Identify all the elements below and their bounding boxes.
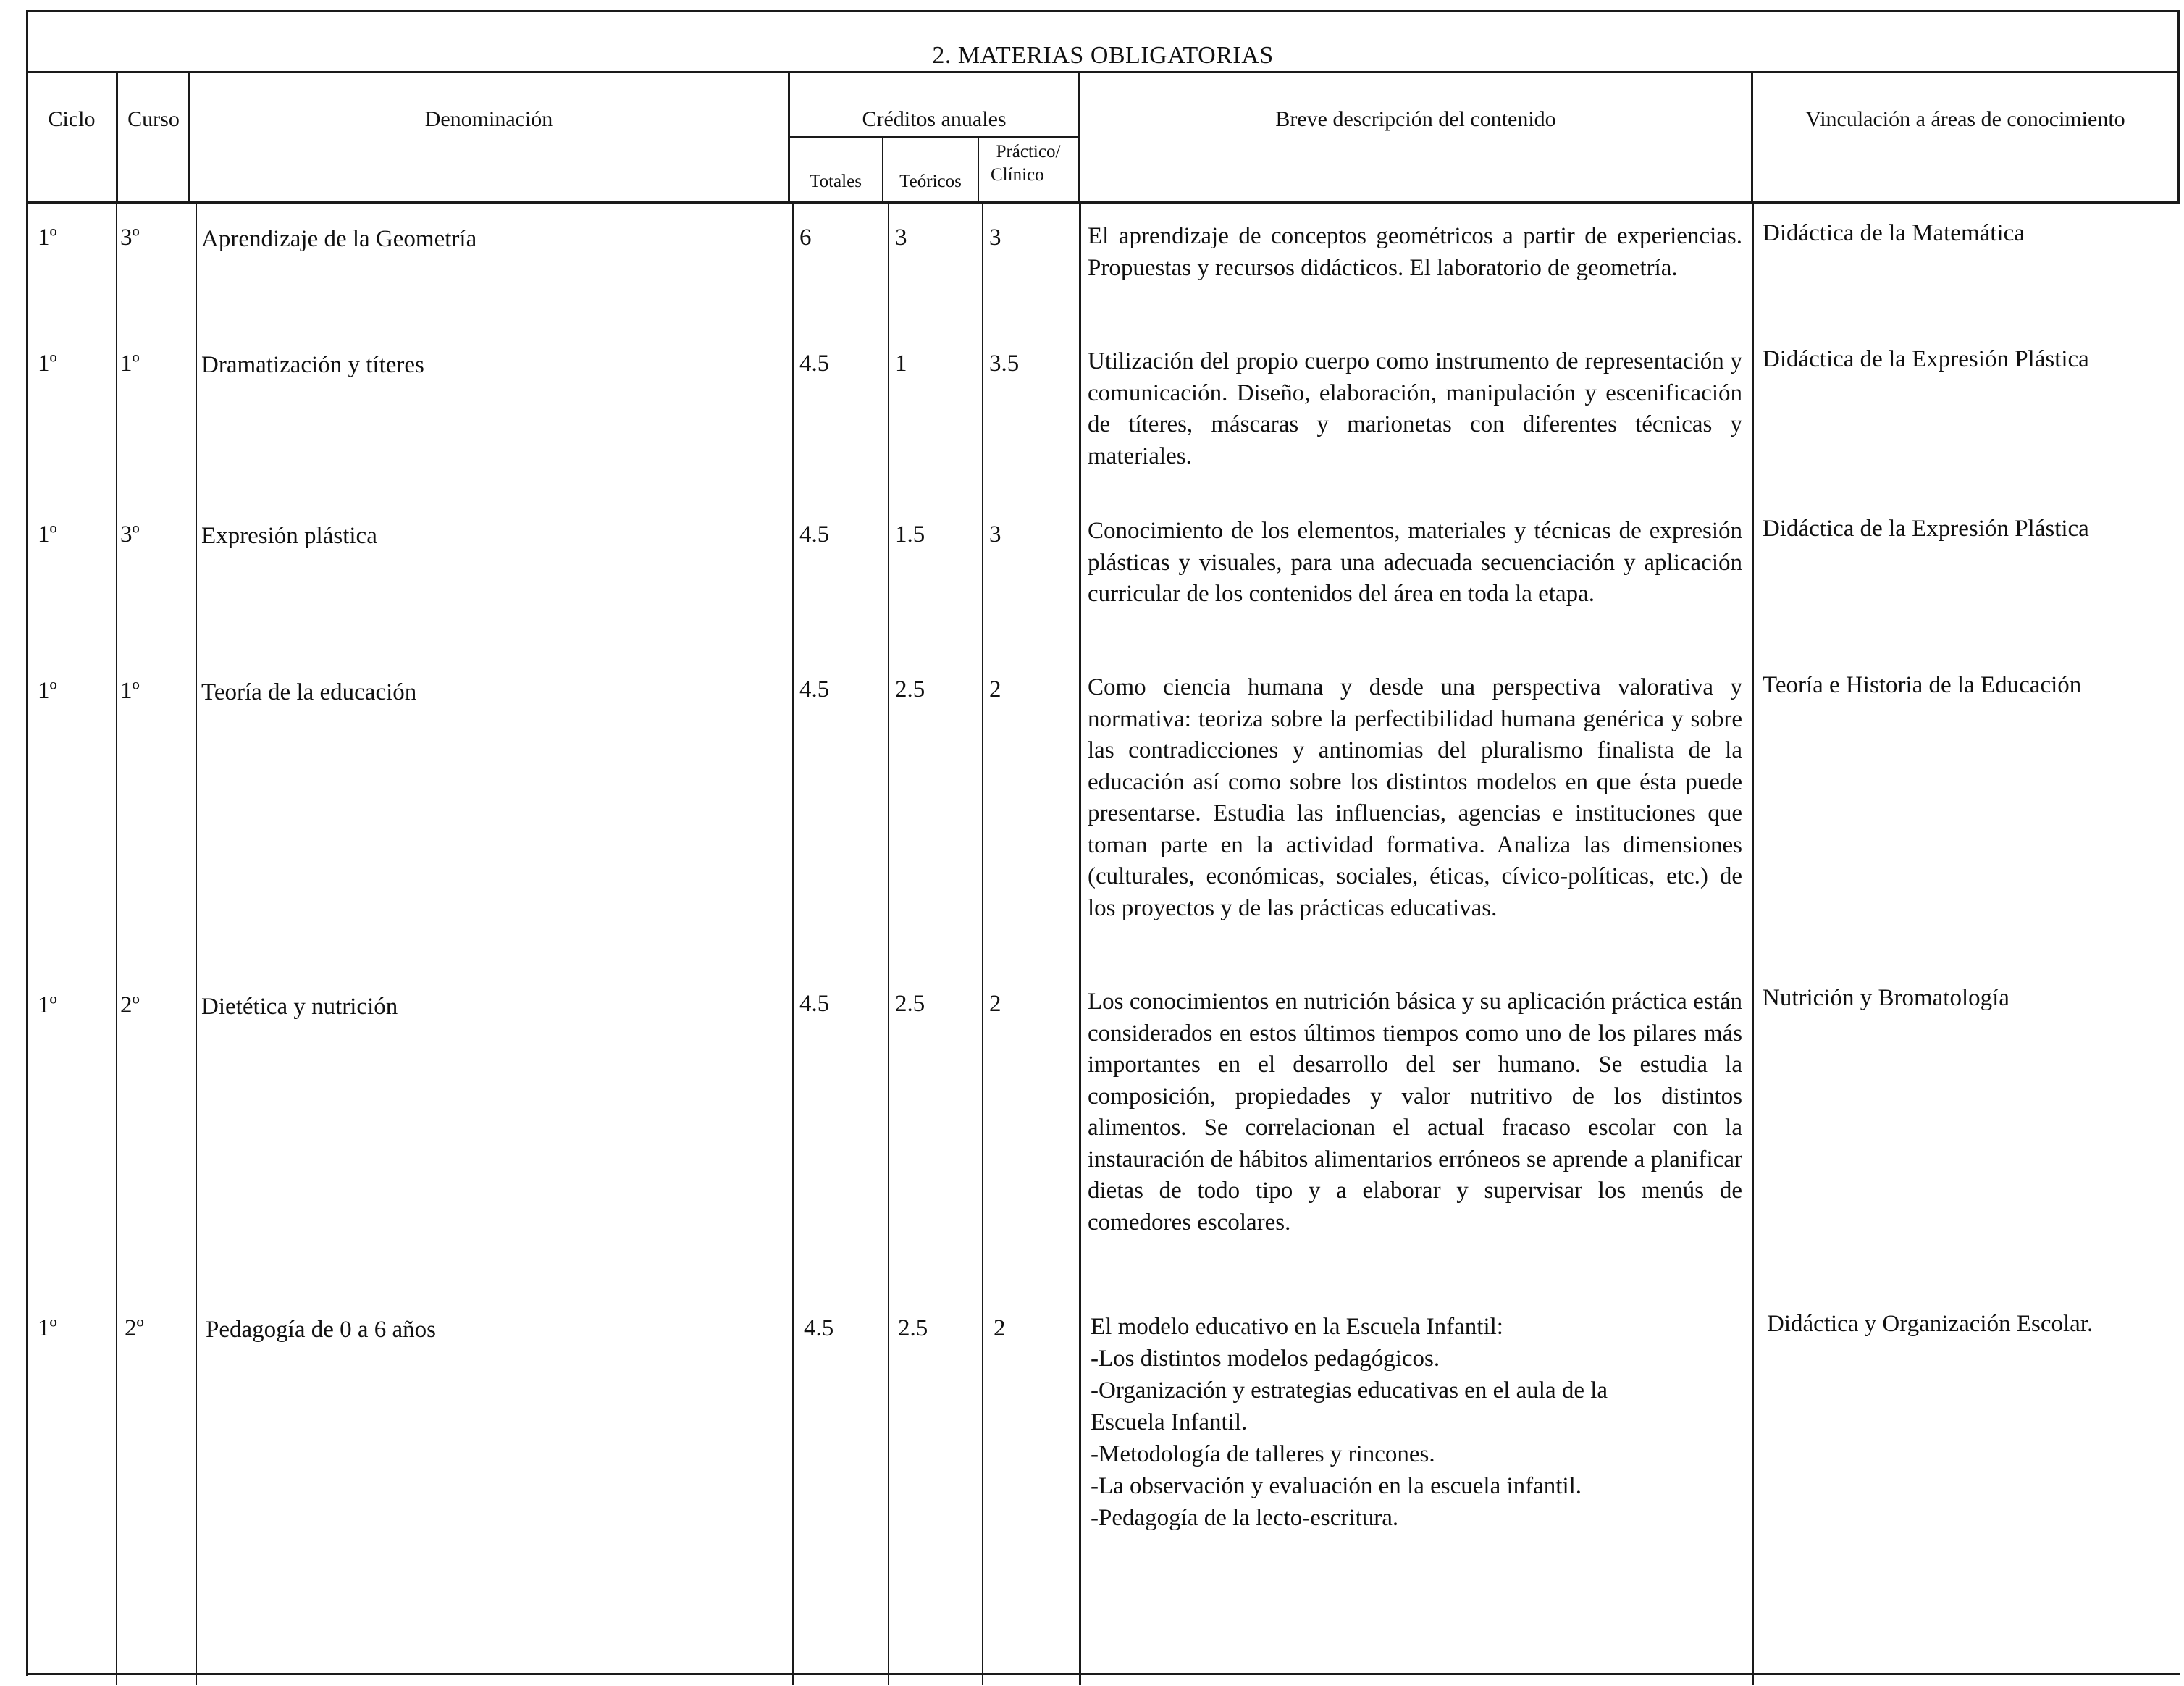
row3-descripcion: Conocimiento de los elementos, materiales y técnicas de expresión plásticas y visuales, para una adecuada secuenciación y aplicación curricular de los contenidos del área en toda la etapa. <box>1088 518 1742 607</box>
header-descripcion: Breve descripción del contenido <box>1275 107 1556 131</box>
row6-descripcion-line: -Metodología de talleres y rincones. <box>1091 1441 1435 1467</box>
row6-descripcion-line: -Organización y estrategias educativas en el aula de la <box>1091 1377 1608 1404</box>
header-ciclo: Ciclo <box>48 107 96 131</box>
row6-descripcion <box>1091 1311 1745 1534</box>
row2-denominacion: Dramatización y títeres <box>201 352 424 378</box>
row6-teoricos: 2.5 <box>898 1315 928 1341</box>
row6-practico: 2 <box>994 1315 1006 1341</box>
left-border <box>26 10 28 1676</box>
row1-descripcion: El aprendizaje de conceptos geométricos a partir de experiencias. Propuestas y recursos didácticos. El laboratorio de geometría. <box>1088 223 1742 281</box>
body-col-rule-curso <box>116 204 117 1685</box>
row5-totales: 4.5 <box>799 991 830 1017</box>
body-col-rule-totales <box>792 204 794 1685</box>
row4-curso: 1º <box>120 678 140 704</box>
row2-vinculacion: Didáctica de la Expresión Plástica <box>1763 346 2089 372</box>
row5-practico: 2 <box>989 991 1001 1017</box>
header-curso: Curso <box>127 107 180 131</box>
header-bottom-rule <box>26 201 2180 204</box>
header-col-rule-teoricos <box>882 136 883 204</box>
header-practico-line2: Clínico <box>991 165 1044 185</box>
row2-ciclo: 1º <box>38 351 57 377</box>
body-col-rule-practico <box>982 204 983 1685</box>
row4-totales: 4.5 <box>799 676 830 702</box>
row1-ciclo: 1º <box>38 225 57 251</box>
row5-descripcion: Los conocimientos en nutrición básica y su aplicación práctica están considerados en estos últimos tiempos como uno de los pilares más importantes en el desarrollo del ser humano. Se estudia la composición, propiedades y valor nutritivo de los distintos alimentos. Se correlacionan el actual fracaso escolar con la instauración de hábitos alimentarios erróneos se aprende a planificar dietas de todo tipo y a elaborar y supervisar los menús de comedores escolares. <box>1088 989 1742 1236</box>
body-col-rule-vinculacion <box>1752 204 1754 1685</box>
header-col-rule-vinculacion <box>1751 71 1753 204</box>
row3-curso: 3º <box>120 521 140 548</box>
row3-teoricos: 1.5 <box>895 521 925 548</box>
row5-teoricos: 2.5 <box>895 991 925 1017</box>
row6-vinculacion: Didáctica y Organización Escolar. <box>1767 1311 2093 1337</box>
header-denominacion: Denominación <box>424 107 553 131</box>
row4-ciclo: 1º <box>38 678 57 704</box>
header-totales: Totales <box>810 172 862 191</box>
row6-descripcion-line: -Pedagogía de la lecto-escritura. <box>1091 1505 1399 1531</box>
row5-vinculacion: Nutrición y Bromatología <box>1763 985 2009 1011</box>
row3-denominacion: Expresión plástica <box>201 523 377 549</box>
row4-teoricos: 2.5 <box>895 676 925 702</box>
row2-practico: 3.5 <box>989 351 1020 377</box>
row1-teoricos: 3 <box>895 225 907 251</box>
credits-subheader-rule <box>788 136 1078 138</box>
row2-descripcion: Utilización del propio cuerpo como instrumento de representación y comunicación. Diseño, elaboración, manipulación y escenificación de títeres, máscaras y marionetas con diferentes técnicas y materiales. <box>1088 348 1742 469</box>
header-col-rule-descripcion <box>1078 71 1080 204</box>
header-creditos-anuales: Créditos anuales <box>862 107 1007 131</box>
row1-practico: 3 <box>989 225 1001 251</box>
row2-totales: 4.5 <box>799 351 830 377</box>
row6-denominacion: Pedagogía de 0 a 6 años <box>206 1317 436 1343</box>
row4-denominacion: Teoría de la educación <box>201 679 417 705</box>
row6-descripcion-line: El modelo educativo en la Escuela Infantil: <box>1091 1314 1503 1340</box>
header-col-rule-curso <box>116 71 118 204</box>
row5-ciclo: 1º <box>38 992 57 1018</box>
header-col-rule-denominacion <box>188 71 190 204</box>
row1-vinculacion: Didáctica de la Matemática <box>1763 220 2025 246</box>
row4-vinculacion: Teoría e Historia de la Educación <box>1763 672 2082 698</box>
row6-descripcion-line: -Los distintos modelos pedagógicos. <box>1091 1346 1440 1372</box>
row6-curso: 2º <box>125 1315 144 1341</box>
row1-totales: 6 <box>799 225 812 251</box>
header-vinculacion: Vinculación a áreas de conocimiento <box>1805 107 2125 131</box>
table-bottom-rule <box>26 1673 2180 1675</box>
row6-ciclo: 1º <box>38 1315 57 1341</box>
table-top-border <box>26 10 2180 12</box>
header-teoricos: Teóricos <box>899 172 962 191</box>
title-bottom-rule <box>26 71 2180 73</box>
row3-totales: 4.5 <box>799 521 830 548</box>
row3-practico: 3 <box>989 521 1001 548</box>
row6-descripcion-line: -La observación y evaluación en la escuela infantil. <box>1091 1473 1582 1499</box>
row4-practico: 2 <box>989 676 1001 702</box>
row4-descripcion: Como ciencia humana y desde una perspectiva valorativa y normativa: teoriza sobre la perfectibilidad humana genérica y sobre las contradicciones y antinomias del pluralismo finalista de la educación así como sobre los distintos modelos en que ésta puede presentarse. Estudia las influencias, agencias e instituciones que toman parte en la actividad formativa. Analiza las dimensiones (culturales, económicas, sociales, éticas, cívico-políticas, etc.) de los proyectos y de las prácticas educativas. <box>1088 674 1742 921</box>
row3-vinculacion: Didáctica de la Expresión Plástica <box>1763 516 2089 542</box>
row6-descripcion-line: Escuela Infantil. <box>1091 1409 1248 1435</box>
body-col-rule-denominacion <box>196 204 197 1685</box>
body-col-rule-teoricos <box>888 204 889 1685</box>
table-title: 2. MATERIAS OBLIGATORIAS <box>932 42 1274 69</box>
row6-totales: 4.5 <box>804 1315 834 1341</box>
row2-curso: 1º <box>120 351 140 377</box>
row1-denominacion: Aprendizaje de la Geometría <box>201 226 477 252</box>
header-practico-line1: Práctico/ <box>996 142 1061 162</box>
body-col-rule-descripcion <box>1079 204 1081 1685</box>
row5-curso: 2º <box>120 992 140 1018</box>
row5-denominacion: Dietética y nutrición <box>201 994 398 1020</box>
row3-ciclo: 1º <box>38 521 57 548</box>
row2-teoricos: 1 <box>895 351 907 377</box>
row1-curso: 3º <box>120 225 140 251</box>
